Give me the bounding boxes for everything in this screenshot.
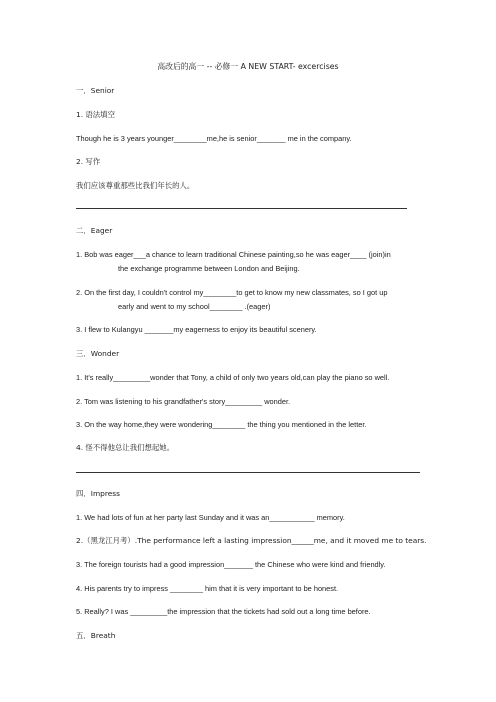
subheading-writing: 2. 写作 [76, 157, 101, 166]
translation-prompt: 4. 怪不得他总让我们想起她。 [76, 443, 175, 452]
question-text: 4. His parents try to impress ________ him that it is very important to be honest. [76, 584, 339, 593]
question-text: 1. It's really_________wonder that Tony, a child of only two years old,can play the piano so well. [76, 373, 390, 382]
question-text: 2. On the first day, I couldn't control my________to get to know my new classmates, so I got up [76, 288, 388, 297]
question-text: 1. We had lots of fun at her party last Sunday and it was an___________ memory. [76, 513, 345, 522]
section-heading-wonder: 三．Wonder [76, 349, 120, 358]
question-text: 3. I flew to Kulangyu _______my eagerness to enjoy its beautiful scenery. [76, 325, 317, 334]
section-heading-senior: 一．Senior [76, 86, 115, 95]
question-text: 2. Tom was listening to his grandfather's story_________ wonder. [76, 397, 291, 406]
question-text: 3. The foreign tourists had a good impression_______ the Chinese who were kind and friendly. [76, 560, 386, 569]
section-heading-eager: 二．Eager [76, 226, 113, 235]
answer-line [76, 208, 407, 209]
answer-line [76, 472, 420, 473]
question-text: 5. Really? I was _________the impression that the tickets had sold out a long time before. [76, 607, 371, 616]
question-text-continued: the exchange programme between London and Beijing. [118, 264, 300, 273]
section-heading-impress: 四．Impress [76, 489, 120, 498]
worksheet-title: 高改后的高一 -- 必修一 A NEW START- excercises [157, 62, 339, 71]
question-text: 1. Bob was eager___a chance to learn traditional Chinese painting,so he was eager____ (join)in [76, 250, 391, 259]
question-text: 2.（黑龙江月考）.The performance left a lasting impression______me, and it moved me to tears. [76, 536, 427, 545]
question-text: 3. On the way home,they were wondering________ the thing you mentioned in the letter. [76, 420, 367, 429]
question-text: Though he is 3 years younger________me,he is senior_______ me in the company. [76, 134, 352, 143]
writing-prompt: 我们应该尊重那些比我们年长的人。 [76, 181, 195, 190]
section-heading-breath: 五．Breath [76, 631, 116, 640]
subheading-grammar-fill: 1. 语法填空 [76, 110, 115, 119]
question-text-continued: early and went to my school________ .(eager) [118, 302, 271, 311]
